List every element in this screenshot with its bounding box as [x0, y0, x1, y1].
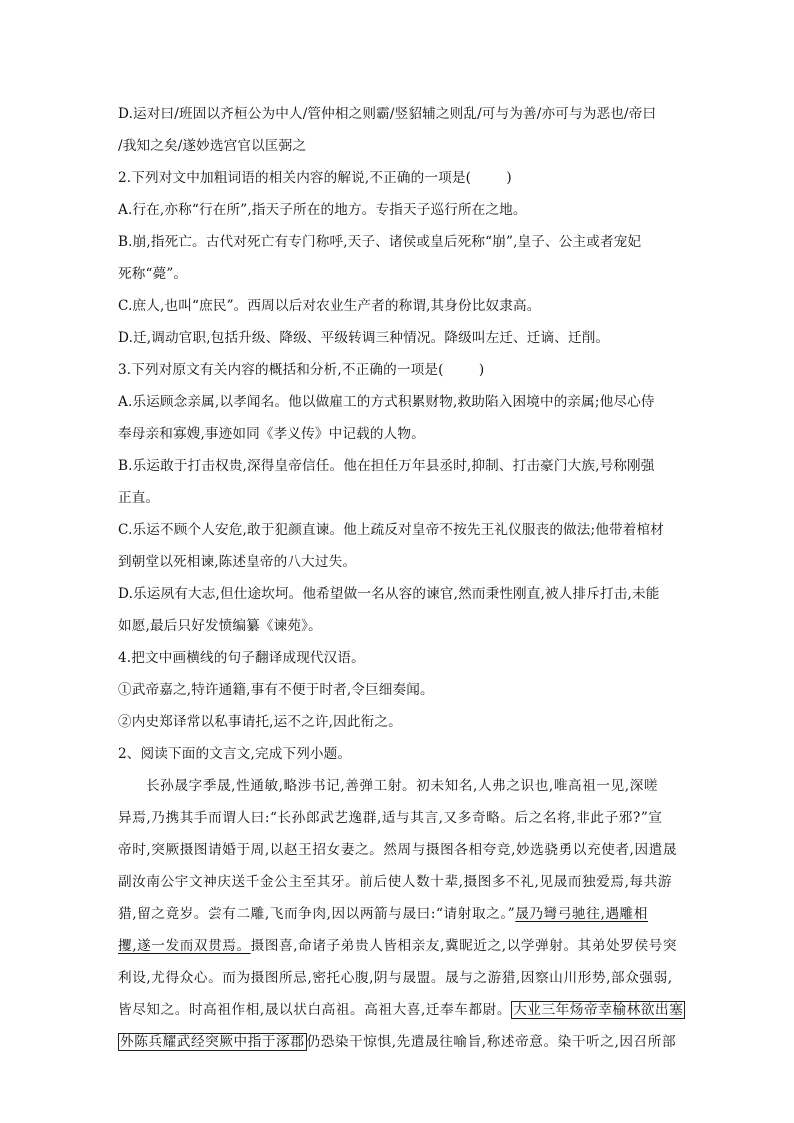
- passage-line-8-text: 皆尽知之。时高祖作相,晟以状白高祖。高祖大喜,迁奉车都尉。: [118, 1002, 512, 1018]
- boxed-sentence-part-2: 外陈兵耀武经突厥中指于涿郡: [120, 1034, 305, 1050]
- passage-line-8: [118, 1000, 684, 1021]
- passage-line-1: 长孙晟字季晟,性通敏,略涉书记,善弹工射。初未知名,人弗之识也,唯高祖一见,深嗟: [146, 778, 659, 794]
- passage-line-5-text: 猎,留之竟岁。尝有二雕,飞而争肉,因以两箭与晟曰:“请射取之。”: [118, 906, 516, 922]
- underlined-sentence-part-2: 攫,遂一发而双贯焉。: [118, 938, 251, 954]
- q1-option-d-line2: /我知之矣/遂妙选宫官以匡弼之: [118, 138, 307, 154]
- q4-sentence-2: ②内史郑译常以私事请托,运不之许,因此衔之。: [118, 714, 402, 730]
- q3-option-b-line1: B.乐运敢于打击权贵,深得皇帝信任。他在担任万年县丞时,抑制、打击豪门大族,号称刚强: [118, 458, 655, 474]
- passage-line-6: [118, 936, 678, 957]
- q2-stem-text: 2.下列对文中加粗词语的相关内容的解说,不正确的一项是(: [118, 170, 472, 186]
- q3-stem-text: 3.下列对原文有关内容的概括和分析,不正确的一项是(: [118, 362, 444, 378]
- passage-line-9-text: 仍恐染干惊惧,先遣晟往喻旨,称述帝意。染干听之,因召所部: [306, 1034, 677, 1050]
- q1-option-d-line1: D.运对曰/班固以齐桓公为中人/管仲相之则霸/竖貂辅之则乱/可与为善/亦可与为恶也/帝曰: [118, 106, 657, 122]
- q3-option-d-line1: D.乐运夙有大志,但仕途坎坷。他希望做一名从容的谏官,然而秉性刚直,被人排斥打击,未能: [118, 586, 660, 602]
- q2-option-b-line1: B.崩,指死亡。古代对死亡有专门称呼,天子、诸侯或皇后死称“崩”,皇子、公主或者宠妃: [118, 234, 642, 250]
- passage-line-6-text: 摄图喜,命诸子弟贵人皆相亲友,冀昵近之,以学弹射。其弟处罗侯号突: [250, 938, 678, 954]
- passage-line-2: 异焉,乃携其手而谓人曰:“长孙郎武艺逸群,适与其言,又多奇略。后之名将,非此子邪?”宣: [118, 810, 663, 826]
- q3-option-a-line1: A.乐运顾念亲属,以孝闻名。他以做雇工的方式积累财物,救助陷入困境中的亲属;他尽心侍: [118, 394, 655, 410]
- q2-stem: [118, 168, 678, 189]
- q2-stem-close: ): [506, 170, 512, 186]
- q3-option-c-line1: C.乐运不顾个人安危,敢于犯颜直谏。他上疏反对皇帝不按先王礼仪服丧的做法;他带着棺材: [118, 522, 664, 538]
- document-page: [118, 104, 684, 1053]
- passage-line-9: [118, 1032, 678, 1053]
- q4-sentence-1: ①武帝嘉之,特许通籍,事有不便于时者,令巨细奏闻。: [118, 682, 434, 698]
- underlined-sentence-part-1: 晟乃彎弓驰往,遇雕相: [515, 906, 648, 922]
- q2-option-a: A.行在,亦称“行在所”,指天子所在的地方。专指天子巡行所在之地。: [118, 202, 527, 218]
- passage-line-7: 利设,尤得众心。而为摄图所忌,密托心腹,阴与晟盟。晟与之游猎,因察山川形势,部众强弱,: [118, 970, 673, 986]
- q3-option-b-line2: 正直。: [118, 490, 160, 506]
- passage-line-3: 帝时,突厥摄图请婚于周,以赵王招女妻之。然周与摄图各相夸竞,妙选骁勇以充使者,因遣晟: [118, 842, 678, 858]
- q2-option-d: D.迁,调动官职,包括升级、降级、平级转调三种情况。降级叫左迁、迁谪、迁削。: [118, 330, 610, 346]
- passage-line-5: [118, 904, 678, 925]
- q2-option-c: C.庶人,也叫“庶民”。西周以后对农业生产者的称谓,其身份比奴隶高。: [118, 298, 541, 314]
- q3-option-a-line2: 奉母亲和寡嫂,事迹如同《孝义传》中记载的人物。: [118, 426, 425, 442]
- q3-option-d-line2: 如愿,最后只好发愤编纂《谏苑》。: [118, 618, 322, 634]
- section-2-heading: 2、阅读下面的文言文,完成下列小题。: [118, 746, 352, 762]
- q3-option-c-line2: 到朝堂以死相谏,陈述皇帝的八大过失。: [118, 554, 357, 570]
- q4-stem: 4.把文中画横线的句子翻译成现代汉语。: [118, 650, 365, 666]
- q3-stem: [118, 360, 678, 381]
- passage-line-4: 副汝南公宇文神庆送千金公主至其牙。前后使人数十辈,摄图多不礼,见晟而独爱焉,每共游: [118, 874, 673, 890]
- boxed-sentence-part-1: 大业三年炀帝幸榆林欲出塞: [513, 1002, 684, 1018]
- q3-stem-close: ): [478, 362, 485, 378]
- q2-option-b-line2: 死称“薨”。: [118, 266, 188, 282]
